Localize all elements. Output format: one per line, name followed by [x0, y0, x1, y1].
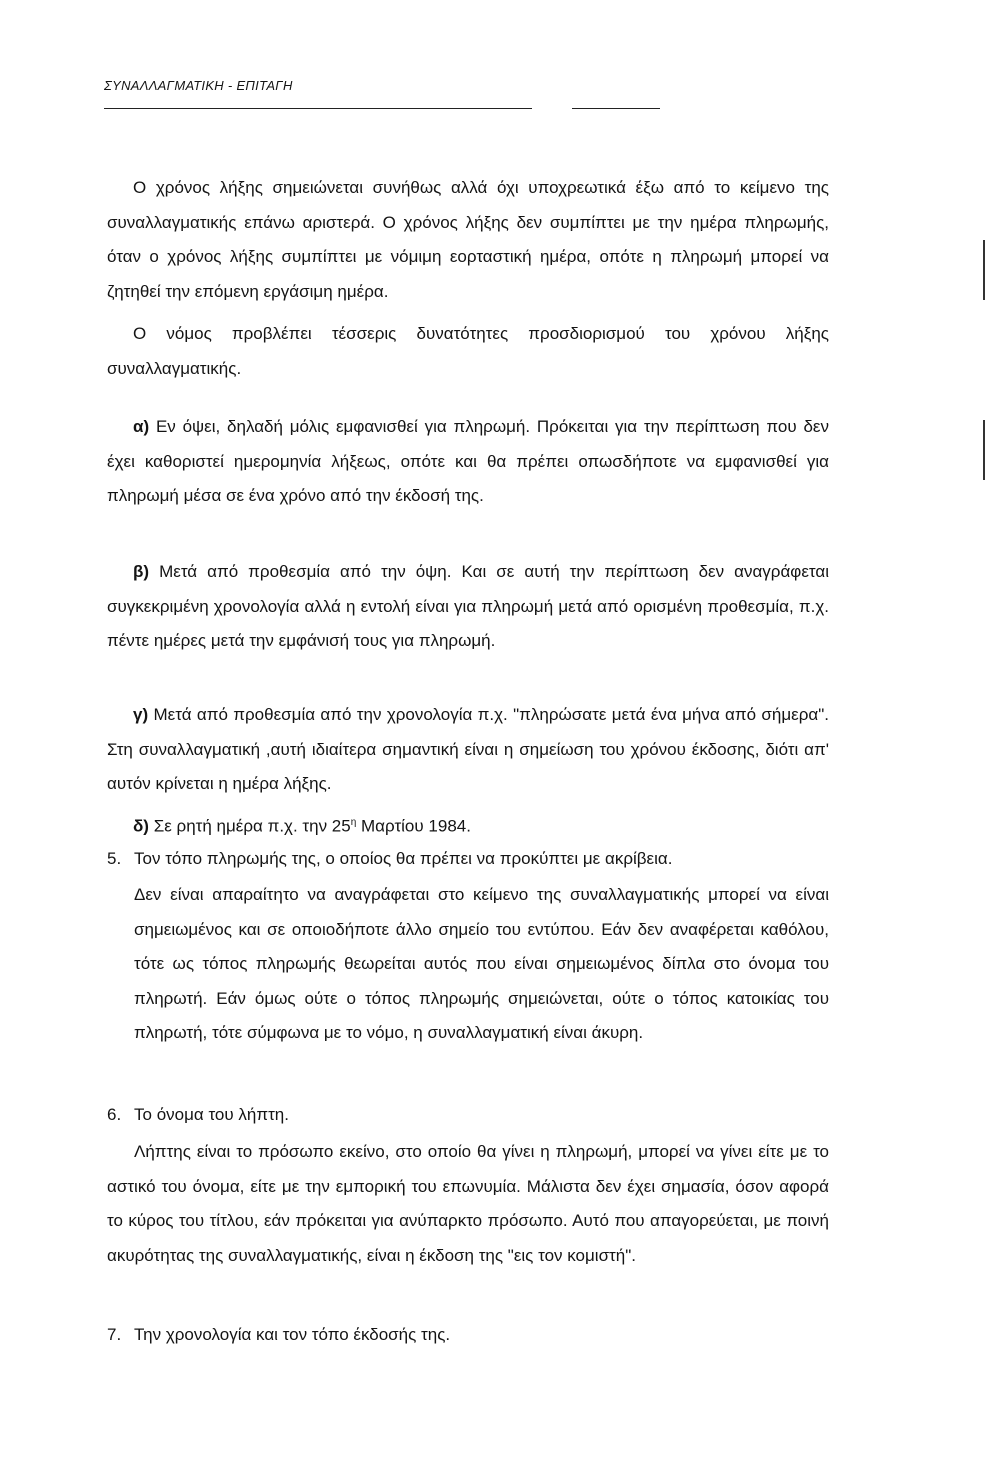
subitem-a [107, 410, 829, 514]
item-7-title [107, 1318, 829, 1353]
header-rule-short [572, 108, 660, 109]
item-5-heading: Τον τόπο πληρωμής της, ο οποίος θα πρέπει να προκύπτει με ακρίβεια. [134, 849, 673, 868]
subitem-d-superscript: η [350, 817, 357, 828]
subitem-d [107, 806, 829, 844]
subitem-c [107, 698, 829, 802]
item-6-body: Λήπτης είναι το πρόσωπο εκείνο, στο οποίο θα γίνει η πληρωμή, μπορεί να γίνει είτε με το αστικό του όνομα, είτε με την εμπορική του επωνυμία. Μάλιστα δεν έχει σημασία, όσον αφορά το κύρος του τίτλου, εάν πρόκειται για ανύπαρκτο πρόσωπο. Αυτό που απαγορεύεται, με ποινή ακυρότητας της συναλλαγματικής, είναι η έκδοση της "εις τον κομιστή". [107, 1142, 829, 1265]
item-6-heading: Το όνομα του λήπτη. [134, 1105, 289, 1124]
item-5-title [107, 842, 829, 877]
subitem-c-label: γ) [133, 705, 149, 724]
subitem-c-text: Μετά από προθεσμία από την χρονολογία π.χ. "πληρώσατε μετά ένα μήνα από σήμερα". Στη συναλλαγματική ,αυτή ιδιαίτερα σημαντική είναι η σημείωση του χρόνου έκδοσης, διότι απ' αυτόν κρίνεται η ημέρα λήξης. [107, 705, 829, 793]
header-rule [104, 108, 532, 109]
subitem-b-text: Μετά από προθεσμία από την όψη. Και σε αυτή την περίπτωση δεν αναγράφεται συγκεκριμένη χρονολογία αλλά η εντολή είναι για πληρωμή μετά από ορισμένη προθεσμία, π.χ. πέντε ημέρες μετά την εμφάνισή τους για πληρωμή. [107, 562, 829, 650]
item-5-number: 5. [107, 849, 122, 868]
margin-scan-line [983, 240, 985, 300]
item-6-title [107, 1098, 829, 1133]
subitem-a-text: Εν όψει, δηλαδή μόλις εμφανισθεί για πληρωμή. Πρόκειται για την περίπτωση που δεν έχει καθοριστεί ημερομηνία λήξεως, οπότε και θα πρέπει οπωσδήποτε να εμφανισθεί για πληρωμή μέσα σε ένα χρόνο από την έκδοσή της. [107, 417, 829, 505]
item-6-number: 6. [107, 1105, 122, 1124]
subitem-a-label: α) [133, 417, 150, 436]
running-header: ΣΥΝΑΛΛΑΓΜΑΤΙΚΗ - ΕΠΙΤΑΓΗ [104, 78, 293, 93]
subitem-d-text-end: Μαρτίου 1984. [356, 816, 471, 836]
item-7-number: 7. [107, 1325, 122, 1344]
item-7-heading: Την χρονολογία και τον τόπο έκδοσής της. [134, 1325, 451, 1344]
item-5-body: Δεν είναι απαραίτητο να αναγράφεται στο κείμενο της συναλλαγματικής μπορεί να είναι σημειωμένος και σε οποιοδήποτε άλλο σημείο του εντύπου. Εάν δεν αναφέρεται καθόλου, τότε ως τόπος πληρωμής θεωρείται αυτός που είναι σημειωμένος δίπλα στο όνομα του πληρωτή. Εάν όμως ούτε ο τόπος πληρωμής σημειώνεται, ούτε ο τόπος κατοικίας του πληρωτή, τότε σύμφωνα με το νόμο, η συναλλαγματική είναι άκυρη. [134, 885, 829, 1042]
subitem-b [107, 555, 829, 659]
subitem-d-text: Σε ρητή ημέρα π.χ. την 25 [153, 816, 351, 836]
subitem-d-label: δ) [133, 816, 149, 836]
margin-scan-line-2 [983, 420, 985, 480]
subitem-b-label: β) [133, 562, 150, 581]
paragraph-law-provisions: Ο νόμος προβλέπει τέσσερις δυνατότητες προσδιορισμού του χρόνου λήξης συναλλαγματικής. [107, 324, 829, 378]
paragraph-expiry-time: Ο χρόνος λήξης σημειώνεται συνήθως αλλά όχι υποχρεωτικά έξω από το κείμενο της συναλλαγματικής επάνω αριστερά. Ο χρόνος λήξης δεν συμπίπτει με την ημέρα πληρωμής, όταν ο χρόνος λήξης συμπίπτει με νόμιμη εορταστική ημέρα, οπότε η πληρωμή μπορεί να ζητηθεί την επόμενη εργάσιμη ημέρα. [107, 178, 829, 301]
